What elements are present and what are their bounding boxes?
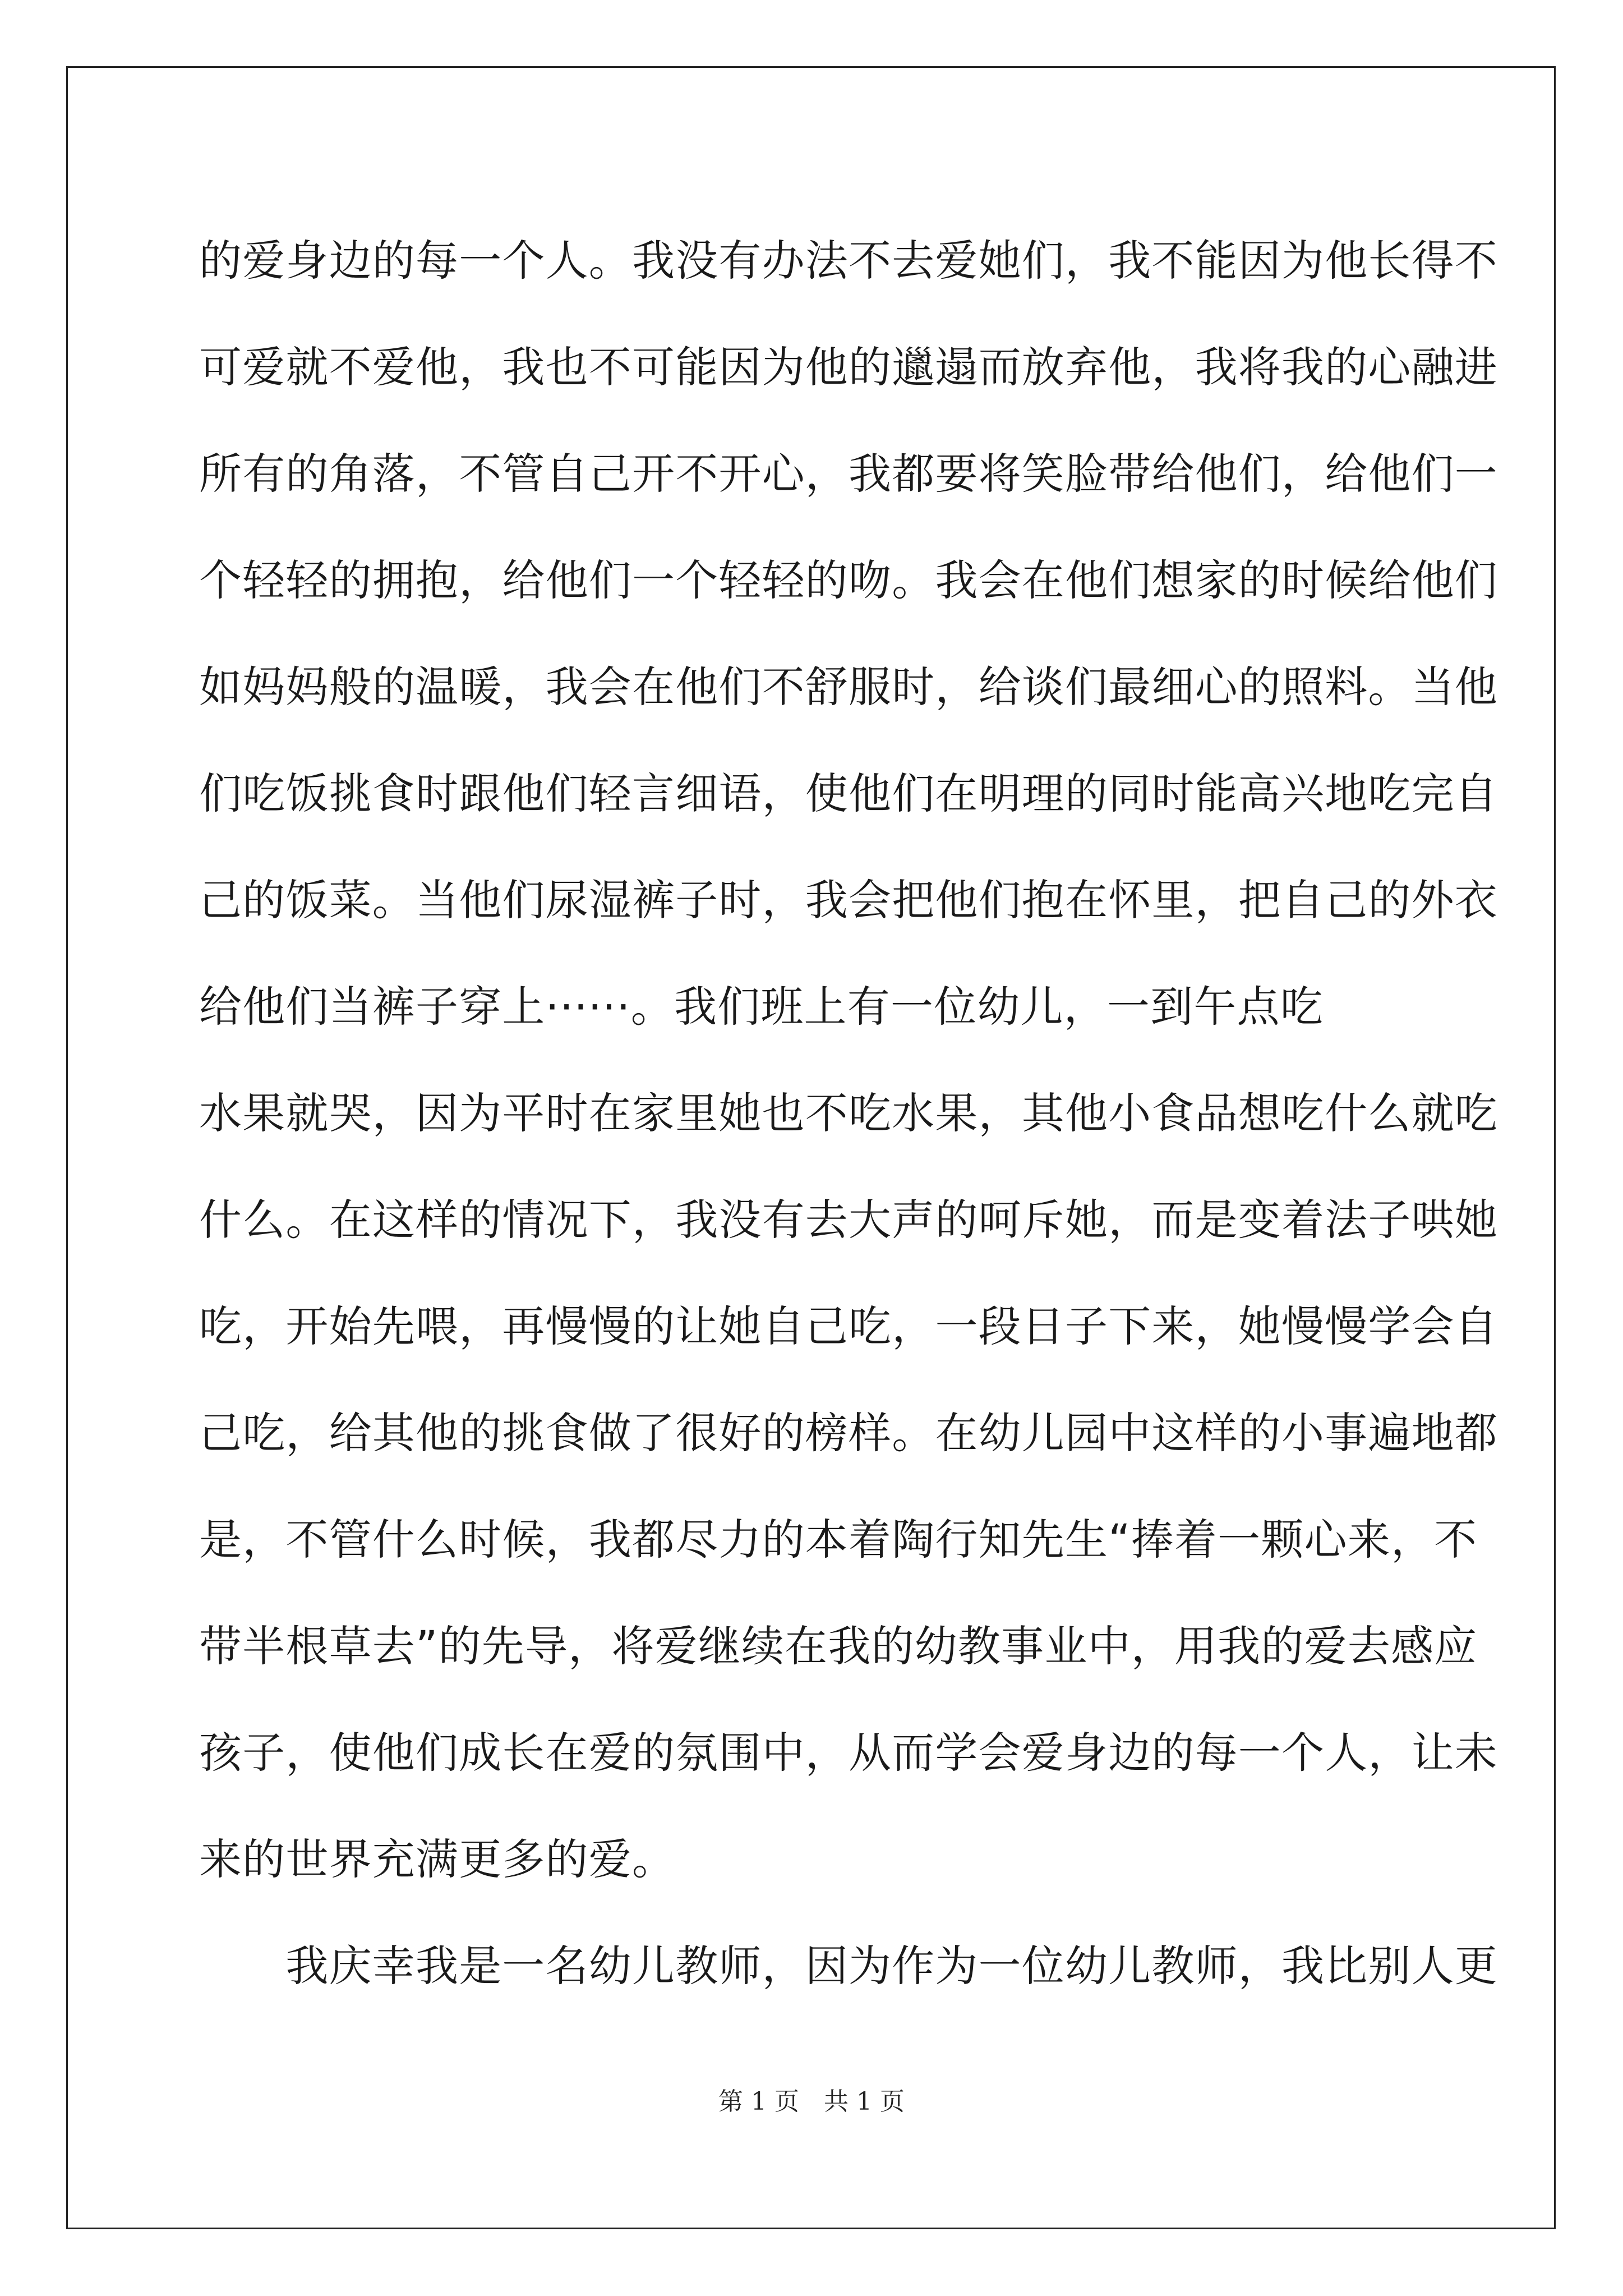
text-line: 水果就哭，因为平时在家里她也不吃水果，其他小食品想吃什么就吃 — [199, 1088, 1498, 1138]
paragraph-start-line: 我庆幸我是一名幼儿教师，因为作为一位幼儿教师，我比别人更 — [199, 1941, 1498, 1991]
text-line: 带半根草去”的先导，将爱继续在我的幼教事业中，用我的爱去感应 — [199, 1621, 1478, 1671]
text-line: 所有的角落，不管自己开不开心，我都要将笑脸带给他们，给他们一 — [199, 449, 1498, 499]
text-line: 孩子，使他们成长在爱的氛围中，从而学会爱身边的每一个人，让未 — [199, 1728, 1498, 1778]
text-line: 是，不管什么时候，我都尽力的本着陶行知先生“捧着一颗心来，不 — [199, 1515, 1478, 1565]
text-line: 什么。在这样的情况下，我没有去大声的呵斥她，而是变着法子哄她 — [199, 1195, 1498, 1245]
text-line: 可爱就不爱他，我也不可能因为他的邋遢而放弃他，我将我的心融进 — [199, 342, 1498, 392]
text-line: 个轻轻的拥抱，给他们一个轻轻的吻。我会在他们想家的时候给他们 — [199, 555, 1498, 605]
text-line: 己的饭菜。当他们尿湿裤子时，我会把他们抱在怀里，把自己的外衣 — [199, 875, 1498, 925]
text-line: 来的世界充满更多的爱。 — [199, 1834, 676, 1884]
text-line: 给他们当裤子穿上······。我们班上有一位幼儿，一到午点吃 — [199, 982, 1324, 1032]
text-line: 的爱身边的每一个人。我没有办法不去爱她们，我不能因为他长得不 — [199, 236, 1498, 286]
page-number-footer: 第 1 页 共 1 页 — [718, 2087, 905, 2116]
text-line: 如妈妈般的温暖，我会在他们不舒服时，给谈们最细心的照料。当他 — [199, 662, 1498, 712]
text-line: 己吃，给其他的挑食做了很好的榜样。在幼儿园中这样的小事遍地都 — [199, 1408, 1498, 1458]
text-line: 吃，开始先喂，再慢慢的让她自己吃，一段日子下来，她慢慢学会自 — [199, 1301, 1498, 1351]
text-line: 们吃饭挑食时跟他们轻言细语，使他们在明理的同时能高兴地吃完自 — [199, 769, 1498, 818]
document-body — [199, 208, 1498, 2019]
